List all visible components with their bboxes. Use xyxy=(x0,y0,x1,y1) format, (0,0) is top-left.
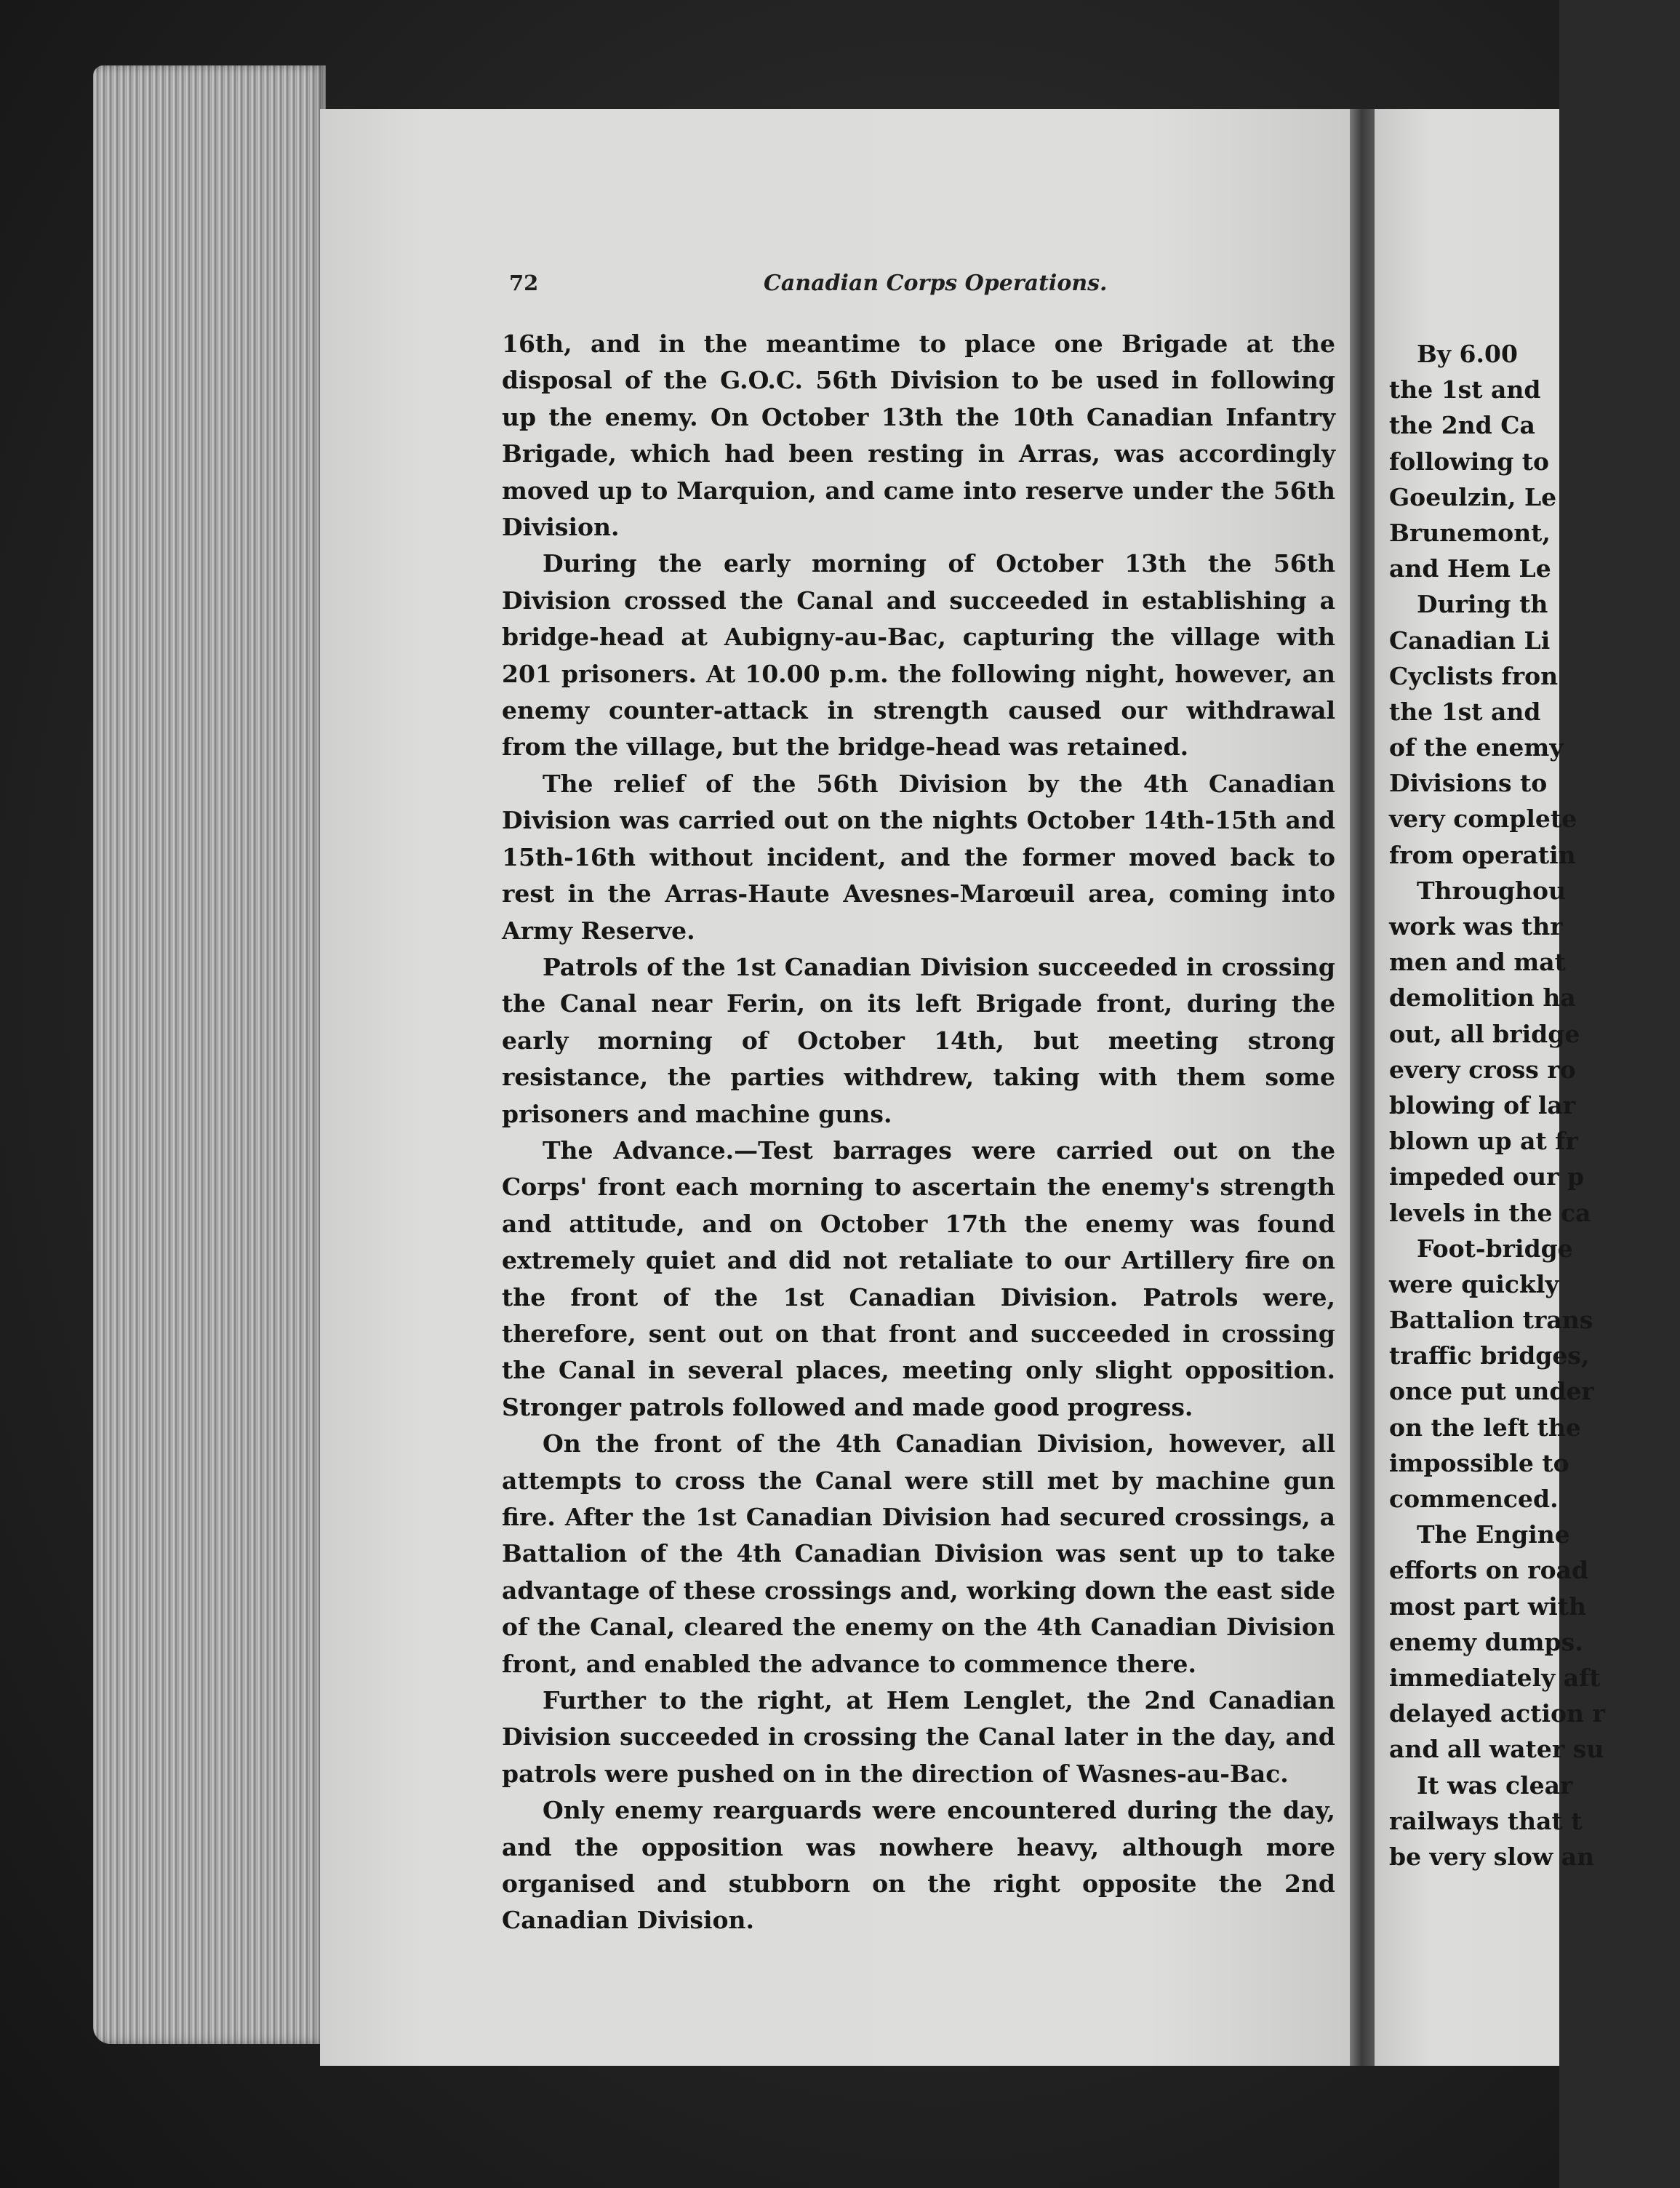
advance-text: —Test barrages were carried out on the Corps' front each morning to ascertain the enemy's strength and attitude, and on October 17th the enemy was found extremely quiet and did not retaliate to our Artillery fire on the front of the 1st Canadian Division. Patrols were, therefore, sent out on that front and succeeded in crossing the Canal in several places, meeting only slight opposition. Stronger patrols followed and made good progress. xyxy=(502,1135,1336,1421)
text-line: efforts on road xyxy=(1389,1556,1589,1585)
paragraph: On the front of the 4th Canadian Division, however, all attempts to cross the Canal were still met by machine gun fire. After the 1st Canadian Division had secured crossings, a Battalion of the 4th Canadian Division was sent up to take advantage of these crossings and, working down the east side of the Canal, cleared the enemy on the 4th Canadian Division front, and enabled the advance to commence there. xyxy=(502,1429,1335,1678)
text-line: enemy dumps. xyxy=(1389,1627,1583,1656)
page-edges xyxy=(93,65,326,2044)
text-line: work was thr xyxy=(1389,912,1563,941)
paragraph: During the early morning of October 13th the 56th Division crossed the Canal and succeeded in establishing a bridge-head at Aubigny-au-Bac, capturing the village with 201 prisoners. At 10.00 p.m. the following night, however, an enemy counter-attack in strength caused our withdrawal from the village, but the bridge-head was retained. xyxy=(502,549,1335,762)
text-line: Cyclists fron xyxy=(1389,661,1559,690)
text-line: from operatin xyxy=(1389,840,1576,869)
text-line: Brunemont, xyxy=(1389,518,1551,547)
text-line: Foot-bridge xyxy=(1417,1234,1573,1263)
text-line: The Engine xyxy=(1417,1520,1570,1549)
text-line: on the left the xyxy=(1389,1413,1581,1442)
text-line: delayed action r xyxy=(1389,1699,1605,1728)
text-line: Battalion trans xyxy=(1389,1306,1593,1335)
text-line: traffic bridges, xyxy=(1389,1341,1590,1370)
text-line: impossible to xyxy=(1389,1448,1569,1477)
text-line: demolition ha xyxy=(1389,983,1576,1013)
text-line: blown up at fr xyxy=(1389,1127,1578,1156)
text-line: most part with xyxy=(1389,1592,1586,1621)
text-line: very complete xyxy=(1389,804,1577,834)
text-line: the 1st and xyxy=(1389,697,1541,726)
book-gutter xyxy=(1350,109,1376,2066)
text-line: impeded our p xyxy=(1389,1162,1585,1191)
text-line: blowing of lar xyxy=(1389,1090,1576,1119)
text-line: and all water su xyxy=(1389,1735,1604,1764)
text-line: and Hem Le xyxy=(1389,554,1551,583)
left-page-body xyxy=(502,326,1335,1939)
paragraph: 16th, and in the meantime to place one Brigade at the disposal of the G.O.C. 56th Division to be used in following up the enemy. On October 13th the 10th Canadian Infantry Brigade, which had been resting in Arras, was accordingly moved up to Marquion, and came into reserve under the 56th Division. xyxy=(502,330,1335,542)
advance-paragraph xyxy=(502,1133,1335,1426)
paragraph: Patrols of the 1st Canadian Division succeeded in crossing the Canal near Ferin, on its left Brigade front, during the early morning of October 14th, but meeting strong resistance, the parties withdrew, taking with them some prisoners and machine guns. xyxy=(502,952,1335,1128)
text-line: During th xyxy=(1417,590,1548,619)
text-line: every cross ro xyxy=(1389,1055,1576,1084)
text-line: out, all bridge xyxy=(1389,1019,1580,1048)
text-line: commenced. xyxy=(1389,1485,1559,1513)
text-line: be very slow an xyxy=(1389,1842,1595,1871)
text-line: the 2nd Ca xyxy=(1389,411,1535,440)
text-line: once put under xyxy=(1389,1377,1594,1406)
page-header xyxy=(509,271,1338,300)
text-line: Goeulzin, Le xyxy=(1389,482,1557,511)
text-line: the 1st and xyxy=(1389,375,1541,404)
text-line: By 6.00 xyxy=(1417,340,1518,368)
text-line: Throughou xyxy=(1417,876,1567,905)
page-number: 72 xyxy=(509,271,539,295)
section-heading: The Advance. xyxy=(543,1135,735,1165)
text-line: were quickly xyxy=(1389,1269,1559,1298)
text-line: levels in the ca xyxy=(1389,1198,1591,1227)
text-line: following to xyxy=(1389,447,1550,476)
text-line: Divisions to xyxy=(1389,769,1548,798)
text-line: immediately aft xyxy=(1389,1663,1601,1692)
text-line: Canadian Li xyxy=(1389,626,1551,655)
right-page-body xyxy=(1389,336,1680,1874)
text-line: It was clear xyxy=(1417,1770,1573,1800)
paragraph: Only enemy rearguards were encountered during the day, and the opposition was nowhere heavy, although more organised and stubborn on the right opposite the 2nd Canadian Division. xyxy=(502,1796,1335,1935)
paragraph: Further to the right, at Hem Lenglet, the 2nd Canadian Division succeeded in crossing the Canal later in the day, and patrols were pushed on in the direction of Wasnes-au-Bac. xyxy=(502,1686,1335,1788)
running-title: Canadian Corps Operations. xyxy=(764,271,1108,296)
text-line: railways that t xyxy=(1389,1806,1583,1835)
paragraph: The relief of the 56th Division by the 4th Canadian Division was carried out on the nights October 14th-15th and 15th-16th without incident, and the former moved back to rest in the Arras-Haute Avesnes-Marœuil area, coming into Army Reserve. xyxy=(502,769,1335,945)
text-line: men and mat xyxy=(1389,948,1566,977)
text-line: of the enemy xyxy=(1389,733,1564,762)
